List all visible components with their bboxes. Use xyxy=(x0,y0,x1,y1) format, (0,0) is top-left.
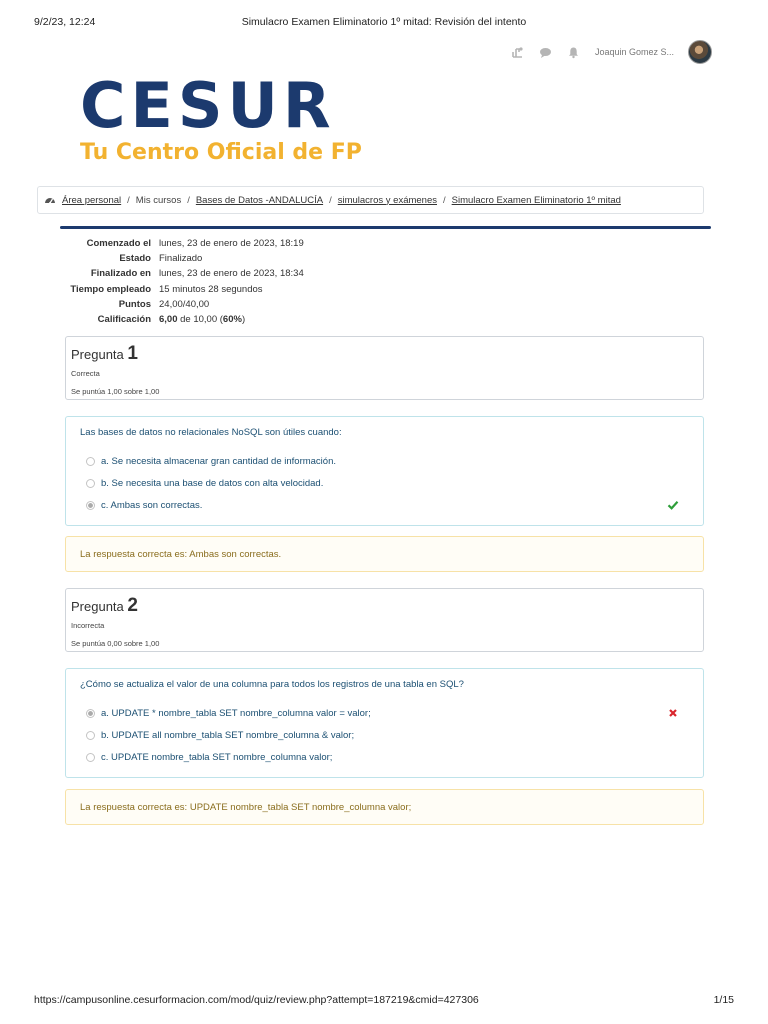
answer-radio[interactable] xyxy=(86,457,95,466)
avatar[interactable] xyxy=(688,40,712,64)
summary-row-finished xyxy=(60,266,360,281)
logo-main-text: CESUR xyxy=(80,69,336,142)
answer-option[interactable] xyxy=(80,450,689,472)
grade-value: 6,00 xyxy=(159,314,178,326)
breadcrumb-separator: / xyxy=(329,194,332,206)
answer-option[interactable] xyxy=(80,724,689,746)
answer-option-label: b. Se necesita una base de datos con alta velocidad. xyxy=(101,477,324,489)
summary-row-state xyxy=(60,251,360,266)
answer-option-label: a. Se necesita almacenar gran cantidad de información. xyxy=(101,455,336,467)
breadcrumb-item-mis-cursos: Mis cursos xyxy=(135,194,182,206)
summary-value: Finalizado xyxy=(159,253,203,265)
question-content-1 xyxy=(65,416,704,526)
breadcrumb-item-course[interactable]: Bases de Datos -ANDALUCÍA xyxy=(195,194,324,206)
summary-value: 24,00/40,00 xyxy=(159,298,210,310)
breadcrumb-separator: / xyxy=(443,194,446,206)
question-info-2 xyxy=(65,588,704,652)
answer-radio[interactable] xyxy=(86,731,95,740)
question-grade: Se puntúa 1,00 sobre 1,00 xyxy=(71,387,160,396)
answer-option-selected[interactable] xyxy=(80,494,689,516)
question-number: 1 xyxy=(127,343,138,364)
answer-option-label: b. UPDATE all nombre_tabla SET nombre_columna & valor; xyxy=(101,729,355,741)
print-page-number: 1/15 xyxy=(713,994,734,1006)
answer-option[interactable] xyxy=(80,472,689,494)
attempt-summary xyxy=(60,236,360,327)
course-icon[interactable] xyxy=(511,45,525,59)
answer-radio[interactable] xyxy=(86,479,95,488)
grade-percent: 60% xyxy=(222,314,242,326)
breadcrumb-item-area-personal[interactable]: Área personal xyxy=(62,194,122,206)
question-info-1 xyxy=(65,336,704,400)
summary-label: Calificación xyxy=(97,314,151,326)
logo-sub-text: Tu Centro Oficial de FP xyxy=(80,140,362,165)
summary-value xyxy=(159,314,245,325)
site-logo[interactable] xyxy=(80,69,362,166)
grade-close: ) xyxy=(241,314,246,326)
content-top-border xyxy=(60,226,711,229)
breadcrumb-separator: / xyxy=(187,194,190,206)
answer-option-label: c. UPDATE nombre_tabla SET nombre_columna valor; xyxy=(101,751,333,763)
grade-of: de 10,00 ( xyxy=(177,314,223,326)
summary-label: Puntos xyxy=(118,298,151,310)
summary-label: Estado xyxy=(119,253,151,265)
bell-icon[interactable] xyxy=(567,45,581,59)
summary-label: Finalizado en xyxy=(90,268,151,280)
summary-value: lunes, 23 de enero de 2023, 18:19 xyxy=(159,238,304,250)
summary-label: Comenzado el xyxy=(86,238,151,250)
print-header xyxy=(34,16,734,30)
summary-row-time xyxy=(60,282,360,297)
user-name[interactable]: Joaquin Gomez S... xyxy=(594,47,674,57)
chat-icon[interactable] xyxy=(539,45,553,59)
breadcrumb-item-quiz[interactable]: Simulacro Examen Eliminatorio 1º mitad xyxy=(451,194,621,206)
question-label: Pregunta xyxy=(71,347,124,362)
summary-row-points xyxy=(60,297,360,312)
answer-option-selected[interactable] xyxy=(80,702,689,724)
question-title xyxy=(71,595,698,617)
answer-option-label: a. UPDATE * nombre_tabla SET nombre_columna valor = valor; xyxy=(101,707,371,719)
question-number: 2 xyxy=(127,595,138,616)
answer-option-label: c. Ambas son correctas. xyxy=(101,499,203,511)
question-title xyxy=(71,343,698,365)
question-text: ¿Cómo se actualiza el valor de una columna para todos los registros de una tabla en SQL? xyxy=(80,679,464,690)
answer-radio-checked[interactable] xyxy=(86,501,95,510)
breadcrumb-item-section[interactable]: simulacros y exámenes xyxy=(337,194,437,206)
question-grade: Se puntúa 0,00 sobre 1,00 xyxy=(71,639,160,648)
answer-option[interactable] xyxy=(80,746,689,768)
question-status: Correcta xyxy=(71,369,100,378)
answer-radio[interactable] xyxy=(86,753,95,762)
summary-label: Tiempo empleado xyxy=(70,283,151,295)
summary-row-grade xyxy=(60,312,360,327)
print-date: 9/2/23, 12:24 xyxy=(34,16,96,28)
print-title: Simulacro Examen Eliminatorio 1º mitad: Revisión del intento xyxy=(241,16,527,28)
breadcrumb xyxy=(37,186,704,214)
question-feedback-1: La respuesta correcta es: Ambas son correctas. xyxy=(65,536,704,572)
question-status: Incorrecta xyxy=(71,621,105,630)
question-content-2 xyxy=(65,668,704,778)
user-bar xyxy=(511,40,712,64)
question-text: Las bases de datos no relacionales NoSQL son útiles cuando: xyxy=(80,427,342,438)
correct-check-icon xyxy=(667,499,679,511)
summary-value: 15 minutos 28 segundos xyxy=(159,283,263,295)
print-url: https://campusonline.cesurformacion.com/mod/quiz/review.php?attempt=187219&cmid=427306 xyxy=(34,994,479,1006)
summary-value: lunes, 23 de enero de 2023, 18:34 xyxy=(159,268,304,280)
question-feedback-2: La respuesta correcta es: UPDATE nombre_tabla SET nombre_columna valor; xyxy=(65,789,704,825)
breadcrumb-separator: / xyxy=(127,194,130,206)
summary-row-started xyxy=(60,236,360,251)
dashboard-icon xyxy=(44,194,56,206)
answer-radio-checked[interactable] xyxy=(86,709,95,718)
question-label: Pregunta xyxy=(71,599,124,614)
print-footer xyxy=(34,994,734,1008)
incorrect-cross-icon xyxy=(667,707,679,719)
